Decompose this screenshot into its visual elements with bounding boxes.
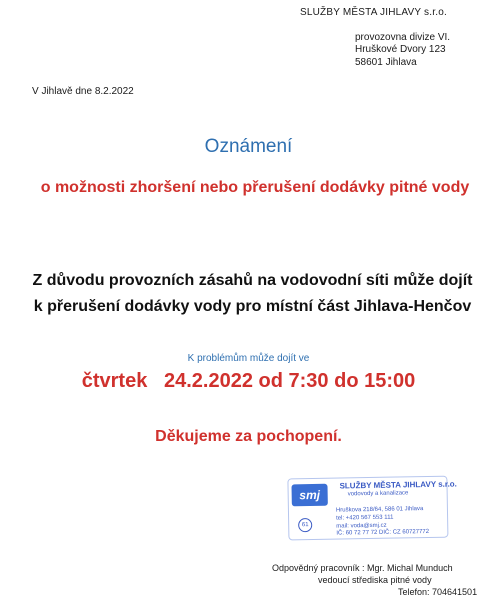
date-line: V Jihlavě dne 8.2.2022: [32, 86, 134, 97]
outage-datetime: čtvrtek 24.2.2022 od 7:30 do 15:00: [81, 370, 416, 392]
notice-subtitle: o možnosti zhoršení nebo přerušení dodávky pitné vody: [40, 179, 470, 196]
address-line: provozovna divize VI.: [355, 32, 451, 43]
responsible-phone: Telefon: 704641501: [398, 587, 478, 597]
thanks-text: Děkujeme za pochopení.: [155, 428, 342, 445]
stamp-line: IČ: 60 72 77 72 DIČ: CZ 60727772: [336, 528, 430, 537]
smj-logo: smj: [291, 484, 327, 507]
responsible-person: Odpovědný pracovník : Mgr. Michal Munduch: [272, 563, 453, 573]
company-name: SLUŽBY MĚSTA JIHLAVY s.r.o.: [300, 7, 447, 18]
stamp-line: Hruškova 218/64, 586 01 Jihlava: [335, 506, 424, 514]
address-line: 58601 Jihlava: [355, 57, 417, 68]
stamp-title: SLUŽBY MĚSTA JIHLAVY s.r.o.: [339, 479, 457, 491]
problem-intro: K problémům může dojít ve: [187, 353, 310, 364]
responsible-role: vedoucí střediska pitné vody: [318, 575, 432, 585]
stamp-line: mail: voda@smj.cz: [336, 522, 387, 530]
company-stamp: [287, 476, 457, 551]
stamp-subtitle: vodovody a kanalizace: [347, 490, 409, 498]
notice-title: Oznámení: [204, 136, 293, 157]
notice-main-text: Z důvodu provozních zásahů na vodovodní síti může dojít k přerušení dodávky vody pro místní část Jihlava-Henčov: [32, 272, 473, 315]
stamp-line: tel: +420 567 553 111: [336, 514, 394, 522]
stamp-number: 61: [298, 518, 312, 532]
address-line: Hruškové Dvory 123: [355, 44, 446, 55]
